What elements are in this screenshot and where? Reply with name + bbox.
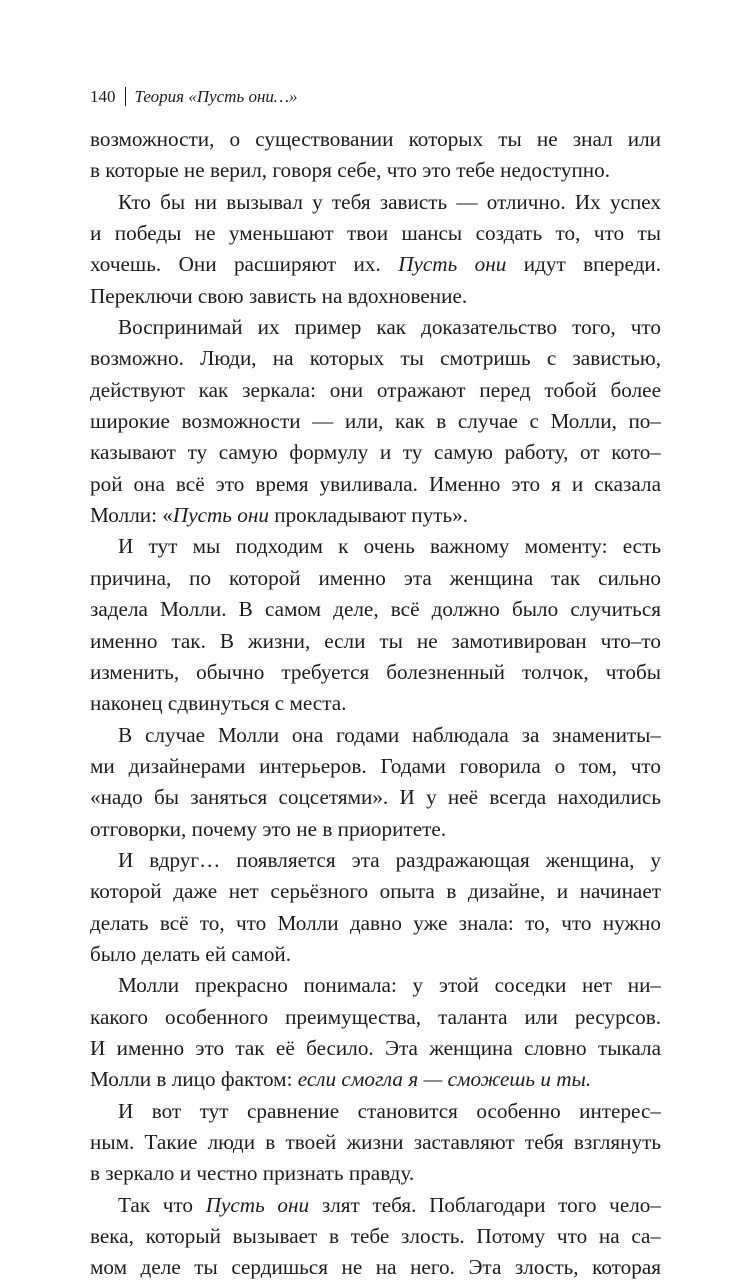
text-line bbox=[90, 312, 661, 343]
book-title: Теория «Пусть они…» bbox=[134, 87, 298, 106]
text-line bbox=[90, 187, 661, 218]
text-segment: века, который вызывает в тебе злость. Потому что на са– bbox=[90, 1224, 661, 1249]
text-line bbox=[90, 1033, 661, 1064]
text-segment: рой она всё это время увиливала. Именно это я и сказала bbox=[90, 471, 661, 496]
text-line bbox=[90, 375, 661, 406]
italic-text: если смогла я — сможешь и ты. bbox=[297, 1067, 592, 1092]
text-segment: возможности, о существовании которых ты не знал или bbox=[90, 127, 661, 151]
text-line bbox=[90, 1190, 661, 1221]
text-line bbox=[90, 343, 661, 374]
text-segment: в которые не верил, говоря себе, что это тебе недоступно. bbox=[90, 158, 611, 183]
text-segment: мом деле ты сердишься не на него. Эта злость, которая bbox=[90, 1255, 661, 1280]
text-segment: Молли в лицо фактом: bbox=[90, 1067, 298, 1092]
text-segment: И именно это так её бесило. Эта женщина словно тыкала bbox=[90, 1035, 661, 1060]
text-segment: отговорки, почему это не в приоритете. bbox=[90, 816, 447, 841]
text-segment: задела Молли. В самом деле, всё должно было случиться bbox=[90, 597, 661, 622]
text-line bbox=[90, 1158, 661, 1189]
text-line bbox=[90, 437, 661, 468]
text-line bbox=[90, 845, 661, 876]
text-segment: прокладывают путь». bbox=[268, 503, 469, 528]
text-line bbox=[90, 594, 661, 625]
text-segment: казывают ту самую формулу и ту самую работу, от кото– bbox=[90, 440, 661, 465]
text-segment: И вдруг… появляется эта раздражающая женщина, у bbox=[118, 847, 661, 872]
text-segment: И вот тут сравнение становится особенно интерес– bbox=[118, 1098, 661, 1123]
text-segment: И тут мы подходим к очень важному моменту: есть bbox=[118, 534, 661, 559]
text-line bbox=[90, 876, 661, 907]
text-line bbox=[90, 908, 661, 939]
text-line bbox=[90, 1221, 661, 1252]
text-segment: широкие возможности — или, как в случае с Молли, по– bbox=[90, 409, 661, 434]
text-line bbox=[90, 469, 661, 500]
text-segment: хочешь. Они расширяют их. bbox=[90, 252, 399, 277]
text-line bbox=[90, 155, 661, 186]
text-segment: Молли прекрасно понимала: у этой соседки нет ни– bbox=[118, 973, 661, 998]
italic-text: Пусть они bbox=[172, 503, 269, 528]
italic-text: Пусть они bbox=[205, 1192, 310, 1217]
header-divider bbox=[125, 87, 126, 106]
text-line bbox=[90, 1002, 661, 1033]
text-segment: Молли: « bbox=[90, 503, 173, 528]
italic-text: Пусть они bbox=[398, 252, 507, 277]
text-line bbox=[90, 1252, 661, 1283]
text-line bbox=[90, 782, 661, 813]
text-segment: ми дизайнерами интерьеров. Годами говорила о том, что bbox=[90, 753, 661, 778]
text-segment: изменить, обычно требуется болезненный толчок, чтобы bbox=[90, 659, 661, 684]
text-line bbox=[90, 720, 661, 751]
text-segment: наконец сдвинуться с места. bbox=[90, 691, 347, 716]
text-segment: Воспринимай их пример как доказательство того, что bbox=[118, 315, 661, 340]
text-segment: возможно. Люди, на которых ты смотришь с завистью, bbox=[90, 346, 661, 371]
text-line bbox=[90, 281, 661, 312]
text-line bbox=[90, 500, 661, 531]
text-line bbox=[90, 1064, 661, 1095]
text-segment: в зеркало и честно признать правду. bbox=[90, 1161, 415, 1186]
text-segment: Переключи свою зависть на вдохновение. bbox=[90, 283, 468, 308]
text-line bbox=[90, 531, 661, 562]
text-segment: и победы не уменьшают твои шансы создать то, что ты bbox=[90, 221, 661, 246]
text-line bbox=[90, 1127, 661, 1158]
text-line bbox=[90, 1096, 661, 1127]
text-line bbox=[90, 626, 661, 657]
text-segment: какого особенного преимущества, таланта или ресурсов. bbox=[90, 1004, 661, 1029]
text-segment: причина, по которой именно эта женщина так сильно bbox=[90, 565, 661, 590]
text-line bbox=[90, 563, 661, 594]
text-line bbox=[90, 406, 661, 437]
text-segment: было делать ей самой. bbox=[90, 941, 292, 966]
running-head bbox=[90, 86, 298, 108]
text-line bbox=[90, 751, 661, 782]
text-segment: Кто бы ни вызывал у тебя зависть — отлично. Их успех bbox=[118, 189, 661, 214]
text-line bbox=[90, 657, 661, 688]
text-line bbox=[90, 688, 661, 719]
text-line bbox=[90, 814, 661, 845]
text-line bbox=[90, 218, 661, 249]
text-segment: злят тебя. Поблагодари того чело– bbox=[309, 1192, 661, 1217]
text-segment: именно так. В жизни, если ты не замотивирован что–то bbox=[90, 628, 661, 653]
text-line bbox=[90, 939, 661, 970]
text-segment: «надо бы заняться соцсетями». И у неё всегда находились bbox=[90, 785, 661, 810]
page-number: 140 bbox=[90, 87, 116, 106]
text-segment: идут впереди. bbox=[506, 252, 661, 277]
text-line bbox=[90, 970, 661, 1001]
text-segment: В случае Молли она годами наблюдала за знамениты– bbox=[118, 722, 661, 747]
text-segment: делать всё то, что Молли давно уже знала: то, что нужно bbox=[90, 910, 661, 935]
text-segment: ным. Такие люди в твоей жизни заставляют тебя взглянуть bbox=[90, 1130, 661, 1154]
text-segment: Так что bbox=[118, 1192, 206, 1217]
body-text bbox=[90, 124, 661, 1284]
text-line bbox=[90, 124, 661, 155]
text-segment: которой даже нет серьёзного опыта в дизайне, и начинает bbox=[90, 879, 661, 904]
text-line bbox=[90, 249, 661, 280]
text-segment: действуют как зеркала: они отражают перед тобой более bbox=[90, 377, 661, 402]
